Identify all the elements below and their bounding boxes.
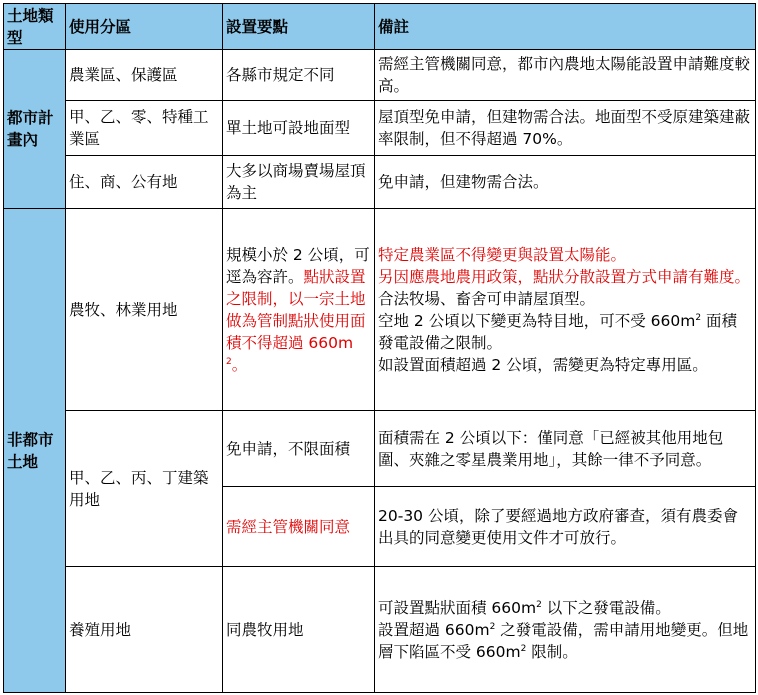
points-cell: 單土地可設地面型 <box>223 101 375 156</box>
remarks-cell: 需經主管機關同意，都市內農地太陽能設置申請難度較高。 <box>375 50 756 101</box>
land-type-nonurban: 非都市土地 <box>4 209 66 693</box>
remarks-red-line: 特定農業區不得變更與設置太陽能。 <box>378 245 627 264</box>
zone-cell: 住、商、公有地 <box>66 156 223 209</box>
points-cell: 各縣市規定不同 <box>223 50 375 101</box>
remarks-text: 設置超過 660m <box>378 620 490 639</box>
header-zone: 使用分區 <box>66 4 223 50</box>
points-cell <box>223 209 375 411</box>
table-row <box>4 50 756 101</box>
points-cell: 大多以商場賣場屋頂為主 <box>223 156 375 209</box>
remarks-cell: 面積需在 2 公頃以下：僅同意「已經被其他用地包圍、夾雜之零星農業用地」，其餘一律不予同意。 <box>375 411 756 487</box>
table-row <box>4 101 756 156</box>
zone-cell: 甲、乙、丙、丁建築用地 <box>66 411 223 567</box>
remarks-cell <box>375 567 756 693</box>
superscript: 2 <box>695 312 702 323</box>
superscript: 2 <box>489 621 496 632</box>
remarks-text: 可設置點狀面積 660m <box>378 598 537 617</box>
points-cell: 同農牧用地 <box>223 567 375 693</box>
header-row <box>4 4 756 50</box>
superscript: 2 <box>226 356 232 367</box>
table-row <box>4 156 756 209</box>
zone-cell: 農牧、林業用地 <box>66 209 223 411</box>
table-row <box>4 567 756 693</box>
header-land-type: 土地類型 <box>4 4 66 50</box>
remarks-line: 合法牧場、畜舍可申請屋頂型。 <box>378 289 596 308</box>
remarks-red-line: 另因應農地農用政策，點狀分散設置方式申請有難度。 <box>378 267 751 286</box>
remarks-cell <box>375 209 756 411</box>
table-row <box>4 411 756 487</box>
remarks-line: 如設置面積超過 2 公頃，需變更為特定專用區。 <box>378 355 708 374</box>
remarks-text: 限制。 <box>526 642 578 661</box>
header-points: 設置要點 <box>223 4 375 50</box>
remarks-cell: 20-30 公頃，除了要經過地方政府審查，須有農委會出具的同意變更使用文件才可放行。 <box>375 487 756 567</box>
zone-cell: 甲、乙、零、特種工業區 <box>66 101 223 156</box>
remarks-text: 之發電設備，需申請用地變更。但地層下陷區不受 660m <box>378 620 749 661</box>
zone-cell: 農業區、保護區 <box>66 50 223 101</box>
remarks-text: 面積發電設備之限制。 <box>378 311 737 352</box>
solar-land-use-table <box>3 3 756 693</box>
table-row <box>4 209 756 411</box>
remarks-line <box>378 597 752 619</box>
remarks-text: 以下之發電設備。 <box>541 598 671 617</box>
superscript: 2 <box>520 643 527 654</box>
remarks-line <box>378 619 752 663</box>
points-red-text: 點狀設置之限制，以一宗土地做為管制點狀使用面積不得超過 660m <box>226 267 366 352</box>
points-tail: 。 <box>231 355 248 374</box>
points-text: 規模小於 2 公頃，可逕為容許。 <box>226 245 370 286</box>
land-type-urban: 都市計畫內 <box>4 50 66 209</box>
points-cell-red: 需經主管機關同意 <box>223 487 375 567</box>
remarks-cell: 免申請，但建物需合法。 <box>375 156 756 209</box>
superscript: 2 <box>536 599 542 610</box>
remarks-cell: 屋頂型免申請，但建物需合法。地面型不受原建築建蔽率限制，但不得超過 70%。 <box>375 101 756 156</box>
remarks-line <box>378 310 752 354</box>
header-remarks: 備註 <box>375 4 756 50</box>
remarks-text: 空地 2 公頃以下變更為特目地，可不受 660m <box>378 311 696 330</box>
points-cell: 免申請，不限面積 <box>223 411 375 487</box>
zone-cell: 養殖用地 <box>66 567 223 693</box>
